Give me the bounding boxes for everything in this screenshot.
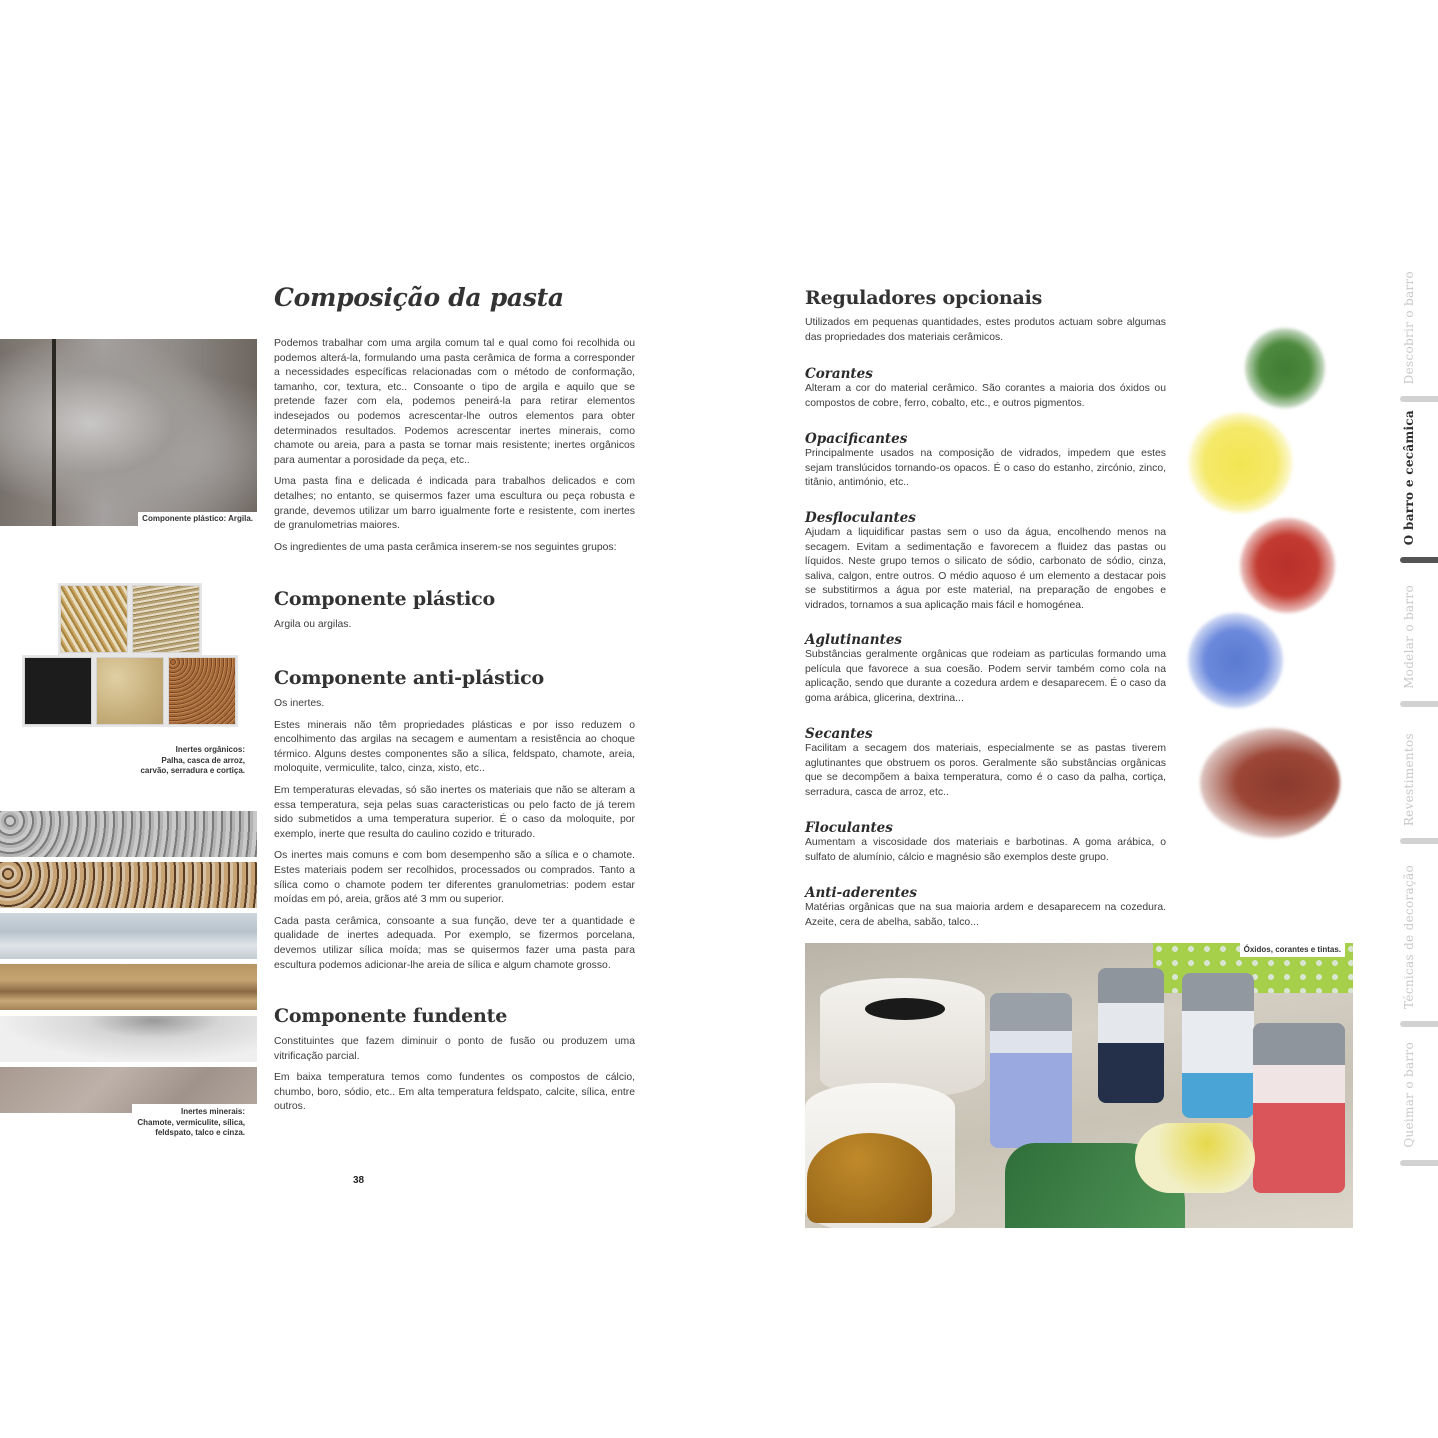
tab-marker (1400, 1160, 1438, 1166)
section-plastico (274, 588, 635, 640)
tab-label: O barro e cecâmica (1402, 409, 1416, 545)
item-text: Substâncias geralmente orgânicas que rodeiam as particulas formando uma película que favorece a sua coesão. Podem servir também como cola na aplicação, sendo que durante a cozedura ardem e desaparecem. É o caso da goma arábica, glicerina, dextrina... (805, 649, 1166, 704)
item-floculantes (805, 820, 1166, 865)
tab-revestimentos[interactable] (1396, 720, 1438, 844)
item-text: Aumentam a viscosidade dos materiais e barbotinas. A goma arábica, o sulfato de alumínio, cálcio e magnésio são exemplos deste grupo. (805, 837, 1166, 863)
tab-label: Queimar o barro (1402, 1042, 1416, 1148)
section-fundente (274, 1005, 635, 1122)
item-title: Floculantes (805, 820, 893, 836)
talc-strip (0, 1016, 257, 1062)
item-text: Alteram a cor do material cerâmico. São corantes a maioria dos óxidos ou compostos de cobre, ferro, cobalto, etc., e outros pigmentos. (805, 383, 1166, 409)
clay-caption: Componente plástico: Argila. (138, 512, 257, 526)
tub-black (820, 978, 985, 1098)
oxides-photo (805, 943, 1353, 1228)
caption-line: carvão, serradura e cortiça. (140, 766, 245, 775)
section-intro: Utilizados em pequenas quantidades, estes produtos actuam sobre algumas das propriedades dos materiais cerâmicos. (805, 317, 1166, 343)
intro-text (274, 337, 635, 562)
straw-box (58, 583, 130, 655)
cork-box (166, 655, 238, 727)
item-secantes (805, 726, 1166, 800)
item-text: Ajudam a liquidificar pastas sem o uso da água, encolhendo menos na secagem. Evitam a sedimentação e favorecem a fluidez das pastas ou líquidos. Neste grupo temos o silicato de sódio, carbonato de sódio, cinza, saliva, calgon, entre outros. O médio aquoso é um elemento a destacar pois se substitirmos a água por este material, na preparação de engobes e vidrados, tornamos a sua aplicação mais fácil e homogénea. (805, 527, 1166, 611)
item-title: Secantes (805, 726, 873, 742)
green-pigment (1245, 328, 1325, 408)
tab-modelar-o-barro[interactable] (1396, 580, 1438, 707)
section-anti-plastico (274, 667, 635, 980)
feldspar-strip (0, 964, 257, 1010)
tab-o-barro-e-ceramica[interactable] (1396, 409, 1438, 563)
item-desfloculantes (805, 510, 1166, 614)
item-opacificantes (805, 431, 1166, 491)
item-text: Facilitam a secagem dos materiais, especialmente se as pastas tiverem aglutinantes que obstruem os poros. Geralmente são substâncias orgânicas que se decompõem a baixa temperatura, como é o caso da palha, cortiça, serradura, casca de arroz, etc.. (805, 743, 1166, 798)
reguladores-section (805, 287, 1166, 345)
section-heading: Reguladores opcionais (805, 287, 1043, 309)
section-heading: Componente fundente (274, 1005, 508, 1027)
item-title: Aglutinantes (805, 632, 903, 648)
charcoal-box (22, 655, 94, 727)
page-number: 38 (353, 1175, 365, 1186)
caption-line: Inertes orgânicos: (175, 745, 245, 754)
caption-line: Palha, casca de arroz, (161, 755, 245, 765)
yellow-bag (1135, 1123, 1255, 1193)
tab-label: Modelar o barro (1402, 585, 1416, 689)
blue-pigment (1188, 613, 1283, 708)
silica-strip (0, 913, 257, 959)
oxides-caption: Óxidos, corantes e tintas. (1240, 943, 1345, 957)
pigments-photo (1180, 318, 1350, 848)
item-anti-aderentes (805, 885, 1166, 930)
tab-marker (1400, 557, 1438, 563)
tab-marker (1400, 701, 1438, 707)
jar-navy (1098, 968, 1164, 1103)
item-title: Opacificantes (805, 431, 908, 447)
section-paragraph: Os inertes mais comuns e com bom desempenho são a sílica e o chamote. Estes materiais podem ser recolhidos, processados ou comprados. Tanto a sílica como o chamote podem ter diferentes granulometrias: podem estar moídas em pó, areia, grãos até 3 mm ou superior. (274, 850, 635, 906)
tab-label: Técnicas de decoração (1402, 865, 1416, 1009)
red-pigment (1240, 518, 1335, 613)
section-paragraph: Estes minerais não têm propriedades plásticas e por isso reduzem o encolhimento das argilas na secagem e aumentam a resistência ao choque térmico. Alguns destes componentes são a sílica, feldspato, chamote, areia, moloquite, vermiculite, talco, cinza, xisto, etc.. (274, 719, 635, 775)
item-title: Anti-aderentes (805, 885, 917, 901)
clay-photo (0, 339, 257, 526)
tab-marker (1400, 396, 1438, 402)
tab-label: Revestimentos (1402, 732, 1416, 826)
jar-cyan (1182, 973, 1254, 1118)
caption-line: Inertes minerais: (180, 1107, 245, 1116)
caption-line: Chamote, vermiculite, sílica, (137, 1117, 245, 1127)
organic-caption (110, 745, 245, 777)
chamote-strip (0, 811, 257, 857)
tab-tecnicas-de-decoracao[interactable] (1396, 855, 1438, 1027)
section-paragraph: Em temperaturas elevadas, só são inertes os materiais que não se alteram a essa temperatura, seja pelas suas caracteristicas ou pelo facto de já terem sido submetidos a uma temperatura superior. É o caso da moloquite, por exemplo, inerte que resulta do caulino cozido e triturado. (274, 784, 635, 840)
jar-red (1253, 1023, 1345, 1193)
rice-husk-box (130, 583, 202, 655)
organic-inerts-photo (22, 583, 242, 726)
intro-paragraph: Uma pasta fina e delicada é indicada para trabalhos delicados e com detalhes; no entanto, se quisermos fazer uma escultura ou peça robusta e grande, devemos utilizar um barro igualmente forte e resistente, com inertes de granulometrias maiores. (274, 476, 635, 532)
item-corantes (805, 366, 1166, 411)
intro-paragraph: Podemos trabalhar com uma argila comum tal e qual como foi recolhida ou podemos alterá-la, formulando uma pasta cerâmica de forma a corresponder a necessidades específicas relacionadas com o método de conformação, tamanho, cor, textura, etc.. Consoante o tipo de argila e aquilo que se pretende fazer com ela, podemos peneirá-la para retirar elementos indesejados ou podemos acrescentar-lhe outros elementos para obter determinados resultados. Podemos acrescentar inertes minerais, como chamote ou areia, para a pasta se tornar mais resistente; inertes orgânicos para aumentar a porosidade da peça, etc.. (274, 338, 635, 466)
tab-queimar-o-barro[interactable] (1396, 1038, 1438, 1166)
tab-label: Descobrir o barro (1402, 270, 1416, 384)
section-paragraph: Os inertes. (274, 698, 325, 709)
caption-line: feldspato, talco e cinza. (155, 1128, 245, 1137)
section-paragraph: Argila ou argilas. (274, 619, 352, 630)
section-heading: Componente plástico (274, 588, 495, 610)
tab-marker (1400, 1021, 1438, 1027)
intro-paragraph: Os ingredientes de uma pasta cerâmica inserem-se nos seguintes grupos: (274, 541, 617, 553)
tab-descobrir-o-barro[interactable] (1396, 262, 1438, 402)
page-title: Composição da pasta (274, 283, 564, 312)
item-text: Matérias orgânicas que na sua maioria ardem e desaparecem na cozedura. Azeite, cera de abelha, sabão, talco... (805, 902, 1166, 928)
jar-lavender (990, 993, 1072, 1148)
item-text: Principalmente usados na composição de vidrados, impedem que estes sejam translúcidos tornando-os opacos. É o caso do estanho, zircónio, zinco, titânio, antimónio, etc.. (805, 448, 1166, 489)
item-title: Corantes (805, 366, 873, 382)
section-heading: Componente anti-plástico (274, 667, 545, 689)
section-paragraph: Em baixa temperatura temos como fundentes os compostos de cálcio, chumbo, boro, sódio, etc.. Em alta temperatura feldspato, calcite, sílica, entre outros. (274, 1072, 635, 1113)
item-aglutinantes (805, 632, 1166, 706)
item-title: Desfloculantes (805, 510, 916, 526)
tub-ochre (805, 1083, 955, 1228)
section-paragraph: Constituintes que fazem diminuir o ponto de fusão ou produzem uma vitrificação parcial. (274, 1036, 635, 1062)
vermiculite-strip (0, 862, 257, 908)
section-paragraph: Cada pasta cerâmica, consoante a sua função, deve ter a quantidade e qualidade de inertes adequada. Por exemplo, se fizermos porcelana, devemos utilizar sílica moída; mas se quisermos fazer uma pasta para escultura podemos adicionar-lhe areia de sílica e algum chamote grosso. (274, 915, 635, 971)
ochre-oxide (807, 1133, 932, 1223)
black-oxide (865, 998, 945, 1020)
tab-marker (1400, 838, 1438, 844)
mineral-caption (100, 1107, 245, 1139)
brown-pigment (1200, 728, 1340, 838)
yellow-pigment (1188, 413, 1293, 513)
sawdust-box (94, 655, 166, 727)
